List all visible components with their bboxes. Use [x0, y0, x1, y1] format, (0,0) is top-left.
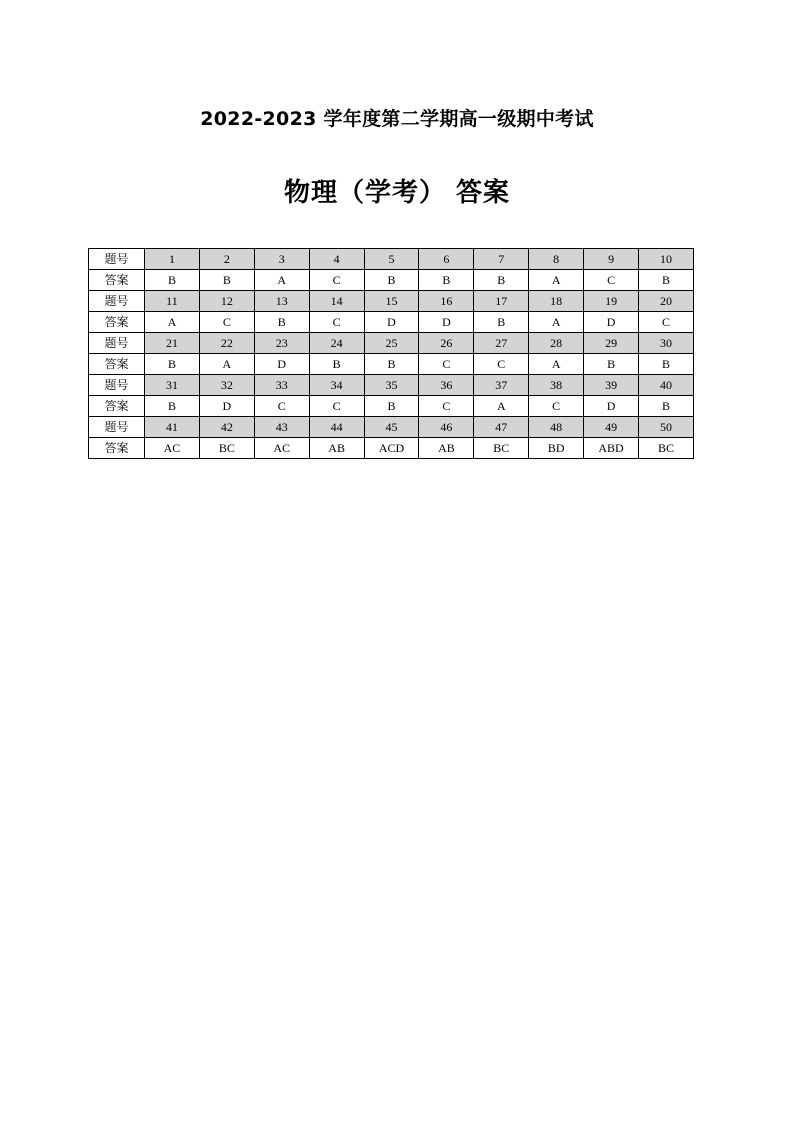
- question-number-cell: 4: [309, 249, 364, 270]
- answer-cell: A: [529, 312, 584, 333]
- question-number-cell: 23: [254, 333, 309, 354]
- question-number-cell: 42: [199, 417, 254, 438]
- answer-cell: B: [199, 270, 254, 291]
- question-number-cell: 31: [145, 375, 200, 396]
- question-number-cell: 28: [529, 333, 584, 354]
- question-number-cell: 39: [584, 375, 639, 396]
- answer-cell: C: [529, 396, 584, 417]
- answer-cell: C: [474, 354, 529, 375]
- answer-cell: B: [254, 312, 309, 333]
- question-number-cell: 12: [199, 291, 254, 312]
- question-number-cell: 49: [584, 417, 639, 438]
- question-number-cell: 36: [419, 375, 474, 396]
- answer-cell: AC: [254, 438, 309, 459]
- answer-label: 答案: [89, 354, 145, 375]
- answer-cell: A: [474, 396, 529, 417]
- answer-cell: B: [145, 270, 200, 291]
- question-number-cell: 24: [309, 333, 364, 354]
- answer-cell: A: [145, 312, 200, 333]
- answer-cell: D: [254, 354, 309, 375]
- question-number-row: [89, 291, 694, 312]
- answer-cell: AB: [309, 438, 364, 459]
- answer-table-body: [89, 249, 694, 459]
- answer-label: 答案: [89, 396, 145, 417]
- question-number-cell: 22: [199, 333, 254, 354]
- answer-cell: C: [199, 312, 254, 333]
- question-number-cell: 38: [529, 375, 584, 396]
- question-number-row: [89, 375, 694, 396]
- answer-cell: A: [199, 354, 254, 375]
- answer-cell: C: [584, 270, 639, 291]
- question-number-cell: 26: [419, 333, 474, 354]
- answer-cell: ACD: [364, 438, 419, 459]
- answer-cell: C: [309, 270, 364, 291]
- answer-cell: D: [584, 396, 639, 417]
- question-number-cell: 11: [145, 291, 200, 312]
- question-number-cell: 32: [199, 375, 254, 396]
- question-number-cell: 18: [529, 291, 584, 312]
- answer-cell: C: [309, 396, 364, 417]
- question-number-cell: 13: [254, 291, 309, 312]
- document-title: 2022-2023 学年度第二学期高一级期中考试: [200, 108, 594, 130]
- question-number-cell: 7: [474, 249, 529, 270]
- question-number-cell: 35: [364, 375, 419, 396]
- question-number-cell: 9: [584, 249, 639, 270]
- answer-cell: BD: [529, 438, 584, 459]
- answer-cell: A: [529, 270, 584, 291]
- question-number-cell: 2: [199, 249, 254, 270]
- answer-cell: B: [145, 354, 200, 375]
- question-number-cell: 15: [364, 291, 419, 312]
- answer-row: [89, 354, 694, 375]
- question-number-cell: 40: [639, 375, 694, 396]
- answer-label: 答案: [89, 312, 145, 333]
- question-number-cell: 5: [364, 249, 419, 270]
- answer-cell: B: [584, 354, 639, 375]
- question-number-label: 题号: [89, 249, 145, 270]
- question-number-cell: 48: [529, 417, 584, 438]
- answer-cell: C: [419, 354, 474, 375]
- question-number-cell: 3: [254, 249, 309, 270]
- answer-cell: AC: [145, 438, 200, 459]
- question-number-cell: 1: [145, 249, 200, 270]
- answer-cell: C: [309, 312, 364, 333]
- answer-cell: D: [584, 312, 639, 333]
- answer-cell: B: [364, 270, 419, 291]
- answer-cell: B: [419, 270, 474, 291]
- answer-cell: BC: [199, 438, 254, 459]
- question-number-cell: 33: [254, 375, 309, 396]
- answer-cell: C: [639, 312, 694, 333]
- answer-cell: D: [419, 312, 474, 333]
- question-number-cell: 45: [364, 417, 419, 438]
- question-number-cell: 10: [639, 249, 694, 270]
- question-number-cell: 37: [474, 375, 529, 396]
- answer-cell: B: [639, 396, 694, 417]
- answer-cell: BC: [639, 438, 694, 459]
- question-number-cell: 41: [145, 417, 200, 438]
- answer-cell: BC: [474, 438, 529, 459]
- question-number-cell: 19: [584, 291, 639, 312]
- question-number-cell: 8: [529, 249, 584, 270]
- answer-cell: D: [364, 312, 419, 333]
- answer-row: [89, 396, 694, 417]
- answer-table: [88, 248, 694, 459]
- question-number-cell: 30: [639, 333, 694, 354]
- question-number-label: 题号: [89, 375, 145, 396]
- answer-cell: B: [639, 354, 694, 375]
- question-number-cell: 21: [145, 333, 200, 354]
- question-number-cell: 47: [474, 417, 529, 438]
- answer-row: [89, 312, 694, 333]
- question-number-label: 题号: [89, 291, 145, 312]
- answer-cell: AB: [419, 438, 474, 459]
- answer-cell: B: [309, 354, 364, 375]
- question-number-cell: 27: [474, 333, 529, 354]
- question-number-cell: 34: [309, 375, 364, 396]
- question-number-cell: 25: [364, 333, 419, 354]
- answer-cell: C: [254, 396, 309, 417]
- question-number-row: [89, 249, 694, 270]
- question-number-cell: 29: [584, 333, 639, 354]
- question-number-label: 题号: [89, 333, 145, 354]
- question-number-cell: 20: [639, 291, 694, 312]
- answer-cell: D: [199, 396, 254, 417]
- answer-row: [89, 438, 694, 459]
- answer-cell: B: [364, 396, 419, 417]
- answer-cell: A: [254, 270, 309, 291]
- answer-row: [89, 270, 694, 291]
- answer-cell: C: [419, 396, 474, 417]
- question-number-cell: 50: [639, 417, 694, 438]
- question-number-cell: 16: [419, 291, 474, 312]
- answer-label: 答案: [89, 438, 145, 459]
- question-number-row: [89, 333, 694, 354]
- answer-cell: A: [529, 354, 584, 375]
- question-number-row: [89, 417, 694, 438]
- answer-cell: B: [639, 270, 694, 291]
- document-subtitle: 物理（学考） 答案: [283, 178, 511, 208]
- question-number-cell: 44: [309, 417, 364, 438]
- question-number-cell: 43: [254, 417, 309, 438]
- answer-cell: B: [474, 312, 529, 333]
- question-number-cell: 17: [474, 291, 529, 312]
- question-number-cell: 46: [419, 417, 474, 438]
- question-number-label: 题号: [89, 417, 145, 438]
- answer-cell: B: [145, 396, 200, 417]
- answer-label: 答案: [89, 270, 145, 291]
- question-number-cell: 14: [309, 291, 364, 312]
- answer-cell: B: [364, 354, 419, 375]
- answer-cell: B: [474, 270, 529, 291]
- question-number-cell: 6: [419, 249, 474, 270]
- answer-cell: ABD: [584, 438, 639, 459]
